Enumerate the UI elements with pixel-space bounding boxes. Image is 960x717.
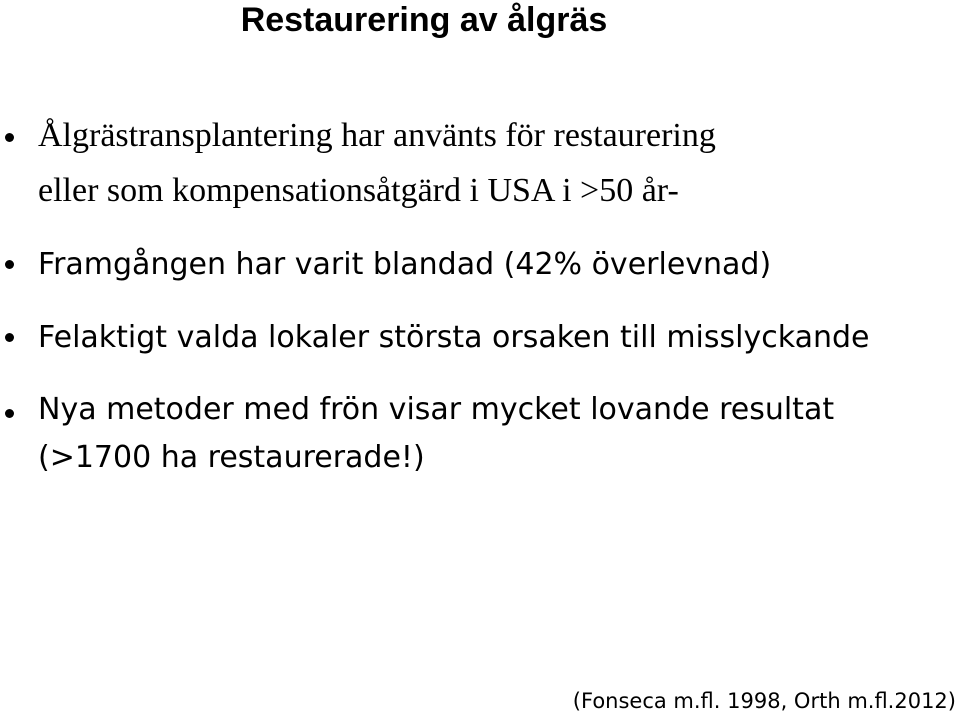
bullet-text: Nya metoder med frön visar mycket lovande resultat (>1700 ha restaurerade!): [38, 392, 835, 475]
bullet-dot-icon: [5, 409, 14, 418]
bullet-text: Ålgrästransplantering har använts för restaurering eller som kompensationsåtgärd i USA i >50 år-: [38, 117, 716, 209]
citation: (Fonseca m.fl. 1998, Orth m.fl.2012): [572, 689, 956, 713]
bullet-dot-icon: [5, 260, 14, 269]
bullet-text: Felaktigt valda lokaler största orsaken till misslyckande: [38, 320, 870, 355]
bullet-text: Framgången har varit blandad (42% överlevnad): [38, 247, 772, 282]
bullet-dot-icon: [5, 133, 14, 142]
slide-title: Restaurering av ålgräs: [240, 1, 608, 39]
bullet-dot-icon: [5, 333, 14, 342]
